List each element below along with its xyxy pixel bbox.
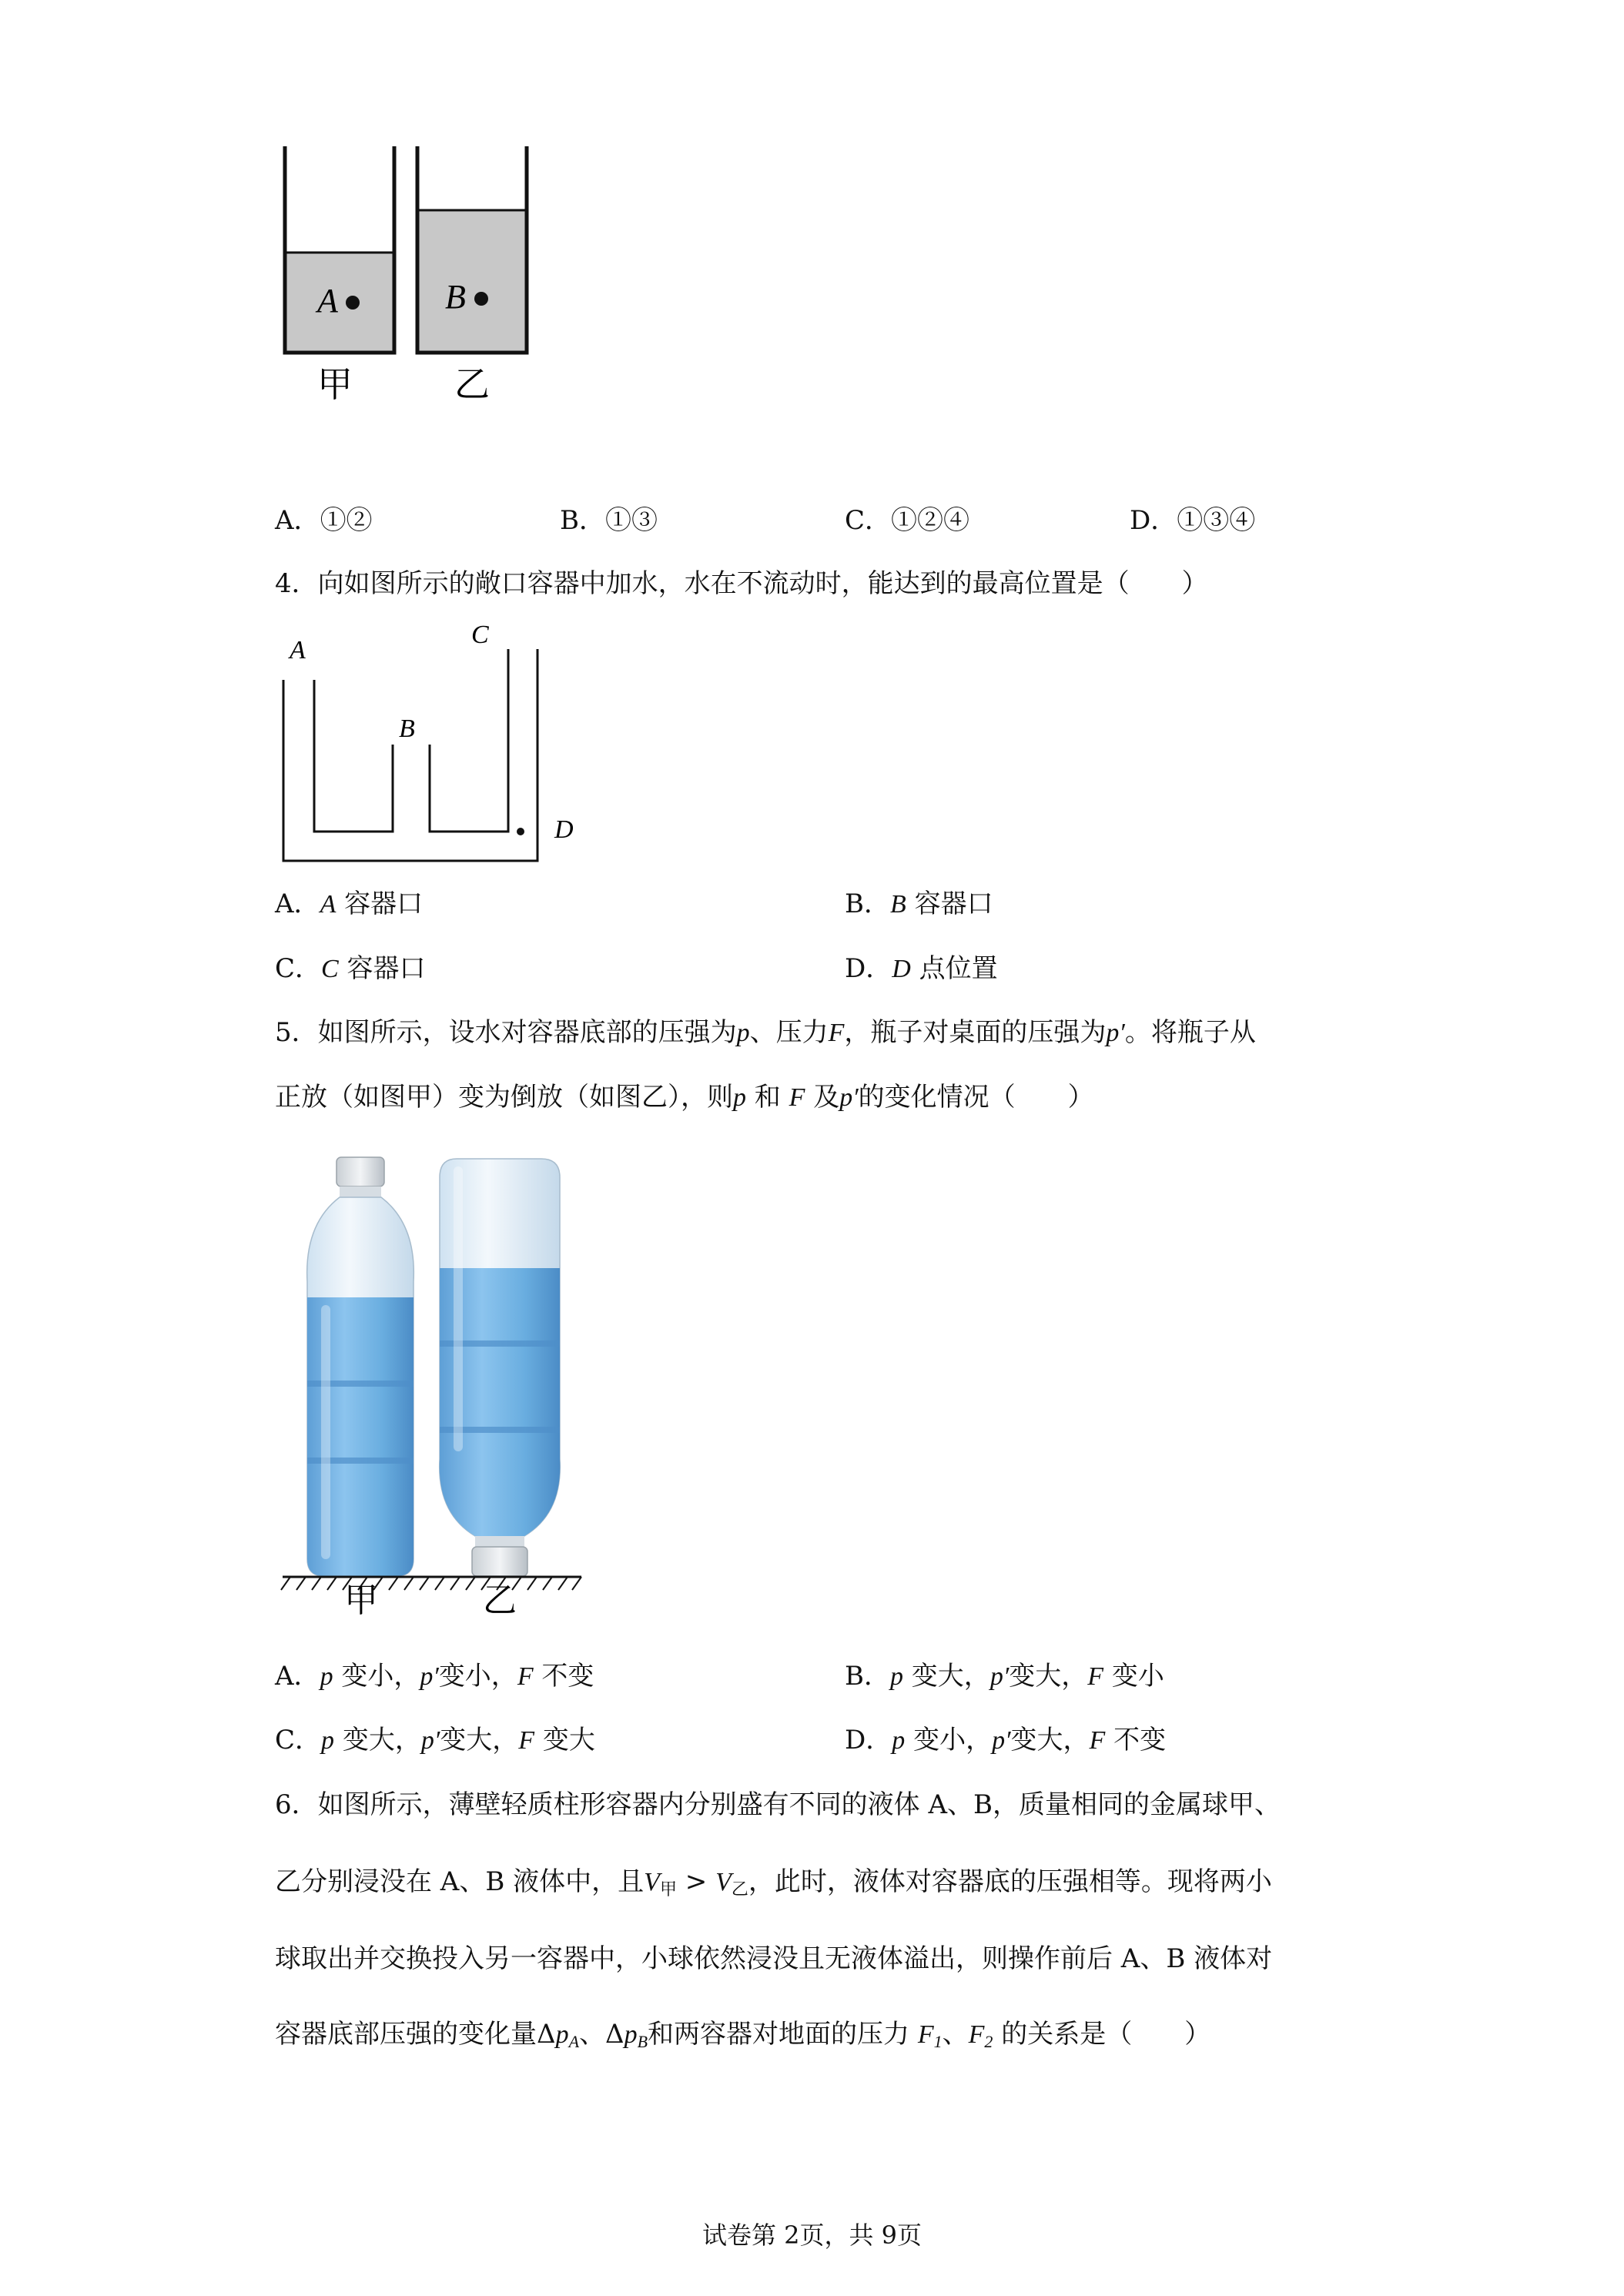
q5-option-c[interactable]: C．p 变大，p′变大，F 变大	[275, 1725, 595, 1755]
page-footer: 试卷第 2页，共 9页	[702, 2221, 922, 2250]
q3-option-b[interactable]: B．①③	[560, 505, 658, 536]
q3-option-a[interactable]: A．①②	[275, 505, 373, 536]
point-a-label: A	[317, 282, 338, 320]
point-d-dot	[517, 828, 524, 835]
point-b-dot	[474, 292, 488, 306]
q5-bottles-svg	[273, 1151, 597, 1628]
q5-option-a[interactable]: A．p 变小，p′变小，F 不变	[275, 1661, 594, 1692]
label-d: D	[554, 815, 574, 844]
q3-option-d[interactable]: D．①③④	[1130, 505, 1256, 536]
q4-option-a[interactable]: A．A 容器口	[275, 889, 424, 919]
q5-option-d[interactable]: D．p 变小，p′变大，F 不变	[845, 1725, 1167, 1755]
bottle-inverted	[440, 1159, 561, 1576]
q4-stem: 4．向如图所示的敞口容器中加水，水在不流动时，能达到的最高位置是（ ）	[275, 568, 1208, 599]
label-a: A	[290, 636, 306, 664]
label-c: C	[471, 621, 489, 649]
liquid-b	[417, 210, 527, 353]
q4-option-b[interactable]: B．B 容器口	[845, 889, 993, 919]
liquid-a	[285, 253, 394, 353]
q6-stem-line2: 乙分别浸没在 A、B 液体中，且$V_甲 > V_乙$，此时，液体对容器底的压强相等。现将两小	[275, 1866, 1272, 1899]
q5-option-b[interactable]: B．p 变大，p′变大，F 变小	[845, 1661, 1164, 1692]
q6-stem-line1: 6．如图所示，薄壁轻质柱形容器内分别盛有不同的液体 A、B，质量相同的金属球甲、	[275, 1789, 1281, 1820]
q4-figure	[270, 620, 593, 870]
q5-figure	[273, 1151, 597, 1628]
q4-option-c[interactable]: C．C 容器口	[275, 953, 426, 984]
q6-stem-line3: 球取出并交换投入另一容器中，小球依然浸没且无液体溢出，则操作前后 A、B 液体对	[275, 1943, 1273, 1974]
point-b-label: B	[445, 278, 466, 316]
vessel-right-chamber	[430, 649, 508, 832]
q4-option-d[interactable]: D．D 点位置	[845, 953, 998, 984]
q6-stem-line4: 容器底部压强的变化量$\Delta p_A$、$\Delta p_B$和两容器对地面的压力 $F_1$、$F_2$ 的关系是（ ）	[275, 2019, 1211, 2051]
caption-yi: 乙	[454, 363, 490, 405]
caption-jia: 甲	[344, 1581, 378, 1620]
q3-figure	[277, 142, 539, 420]
q3-option-c[interactable]: C．①②④	[845, 505, 970, 536]
q5-stem-line2: 正放（如图甲）变为倒放（如图乙），则p 和 F 及p′的变化情况（ ）	[275, 1082, 1094, 1113]
q3-containers-svg	[277, 142, 539, 420]
q5-stem-line1: 5．如图所示，设水对容器底部的压强为p、压力F，瓶子对桌面的压强为p′。将瓶子从	[275, 1017, 1256, 1048]
vessel-outer	[283, 649, 537, 861]
label-b: B	[399, 715, 415, 743]
q4-vessel-svg	[270, 620, 593, 870]
vessel-left-chamber	[314, 680, 393, 832]
caption-yi: 乙	[483, 1581, 517, 1620]
bottle-upright	[307, 1157, 414, 1576]
point-a-dot	[346, 296, 360, 310]
ground	[281, 1577, 581, 1590]
caption-jia: 甲	[317, 363, 353, 405]
